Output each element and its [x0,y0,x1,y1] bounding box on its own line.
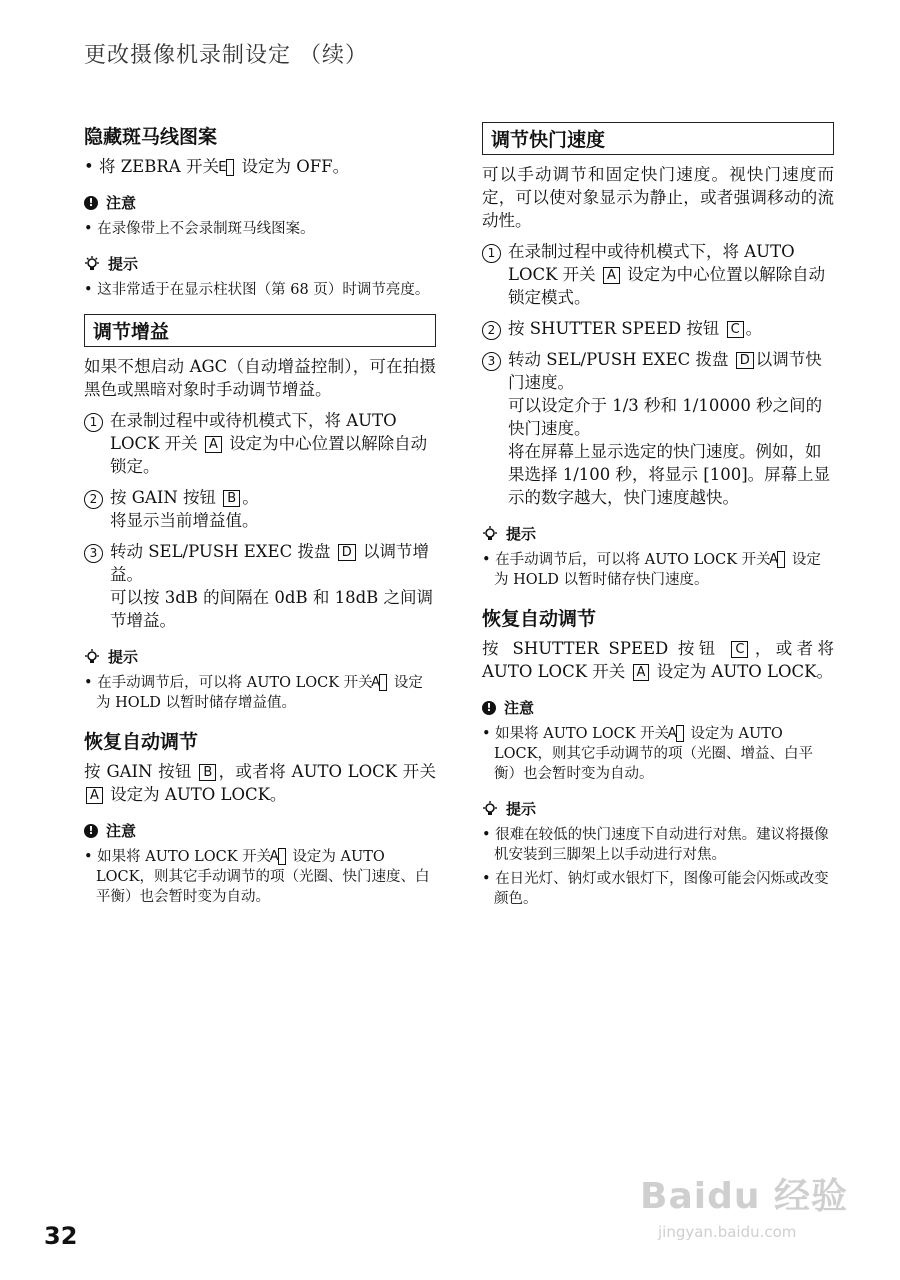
step-detail: 将显示当前增益值。 [110,511,259,530]
note-item [482,724,834,784]
note-label: 注意 [504,699,535,717]
watermark-logo: Baidu 经验 [640,1176,849,1217]
tip-item: • 在日光灯、钠灯或水银灯下，图像可能会闪烁或改变颜色。 [482,871,829,907]
key-label: B [223,490,240,507]
key-label: A [278,848,286,865]
text: 。 [242,488,259,507]
key-label: A [676,725,684,742]
text: 设定为 AUTO LOCK。 [110,785,287,804]
text: 设定为 HOLD 以暂时储存增益值。 [96,675,423,711]
lightbulb-icon [482,526,498,542]
baidu-watermark [640,1168,860,1258]
text: • 在手动调节后，可以将 AUTO LOCK 开关 [84,675,373,691]
text: 以调节快门速度。 [508,350,822,392]
step-detail: 可以按 3dB 的间隔在 0dB 和 18dB 之间调节增益。 [110,588,434,630]
note-label: 注意 [106,194,137,212]
tip-heading [482,523,834,544]
text: 在录制过程中或待机模式下，将 AUTO LOCK 开关 [110,411,397,453]
text: 按 SHUTTER SPEED 按钮 [508,319,720,338]
key-label: A [379,674,387,691]
text: 设定为 OFF。 [241,157,350,176]
warning-icon: ! [84,824,98,838]
page-header-title: 更改摄像机录制设定 （续） [84,43,368,68]
tip-heading [84,253,436,274]
tip-label: 提示 [108,648,139,666]
zebra-bullet [84,155,436,178]
section-title-shutter-speed: 调节快门速度 [482,122,834,155]
text: • 将 ZEBRA 开关 [84,157,219,176]
text: 设定为 AUTO LOCK。 [656,662,833,681]
text: 设定为 AUTO LOCK，则其它手动调节的项（光圈、增益、白平衡）也会暂时变为自动。 [494,726,813,782]
tip-item: • 很难在较低的快门速度下自动进行对焦。建议将摄像机安装到三脚架上以手动进行对焦。 [482,827,829,863]
key-label: A [86,787,103,804]
text: 以调节增益。 [110,542,429,584]
text: ，或者将 AUTO LOCK 开关 [218,762,437,781]
text: 设定为中心位置以解除自动锁定。 [110,434,428,476]
page-number: 32 [44,1222,78,1250]
note-heading [84,820,436,841]
step-number: 1 [482,244,501,263]
section-title-restore-auto: 恢复自动调节 [84,731,199,753]
lightbulb-icon [84,256,100,272]
text: 在录制过程中或待机模式下，将 AUTO LOCK 开关 [508,242,795,284]
text: • 如果将 AUTO LOCK 开关 [84,849,272,865]
section-title-adjust-gain: 调节增益 [84,314,436,347]
text: 设定为 AUTO LOCK，则其它手动调节的项（光圈、快门速度、白平衡）也会暂时变为自动。 [96,849,430,905]
step-detail: 可以设定介于 1/3 秒和 1/10000 秒之间的快门速度。 [508,396,823,438]
key-label: A [777,551,785,568]
note-item: • 在录像带上不会录制斑马线图案。 [84,221,315,237]
text: • 如果将 AUTO LOCK 开关 [482,726,670,742]
step-number: 2 [84,490,103,509]
section-title-hide-zebra: 隐藏斑马线图案 [84,126,218,148]
note-item [84,847,436,907]
shutter-step-3 [482,348,834,509]
gain-step-3 [84,540,436,632]
tip-item [482,550,834,590]
tip-item: • 这非常适于在显示柱状图（第 68 页）时调节亮度。 [84,282,430,298]
shutter-step-2 [482,317,834,340]
tip-heading [482,798,834,819]
lightbulb-icon [84,649,100,665]
text: • 在手动调节后，可以将 AUTO LOCK 开关 [482,552,771,568]
warning-icon: ! [482,701,496,715]
step-number: 3 [482,352,501,371]
text: 按 GAIN 按钮 [110,488,217,507]
key-label: C [727,321,744,338]
tip-item [84,673,436,713]
note-heading [482,697,834,718]
key-label: D [736,352,754,369]
gain-intro: 如果不想启动 AGC（自动增益控制），可在拍摄黑色或黑暗对象时手动调节增益。 [84,357,436,399]
text: 转动 SEL/PUSH EXEC 拨盘 [508,350,729,369]
text: 设定为中心位置以解除自动锁定模式。 [508,265,826,307]
key-label: E [226,159,234,176]
left-column [84,122,436,911]
right-column [482,122,834,913]
key-label: A [633,664,650,681]
tip-heading [84,646,436,667]
watermark-url: jingyan.baidu.com [658,1223,797,1241]
restore-auto-text [84,760,436,806]
tip-label: 提示 [506,525,537,543]
step-number: 3 [84,544,103,563]
warning-icon: ! [84,196,98,210]
note-label: 注意 [106,822,137,840]
shutter-step-1 [482,240,834,309]
section-title-restore-auto: 恢复自动调节 [482,608,597,630]
shutter-intro: 可以手动调节和固定快门速度。视快门速度而定，可以使对象显示为静止，或者强调移动的流动性。 [482,165,834,230]
step-number: 2 [482,321,501,340]
text: 转动 SEL/PUSH EXEC 拨盘 [110,542,331,561]
key-label: C [731,641,748,658]
step-number: 1 [84,413,103,432]
text: 设定为 HOLD 以暂时储存快门速度。 [494,552,821,588]
gain-step-1 [84,409,436,478]
text: ，或者将 AUTO LOCK 开关 [482,639,834,681]
key-label: D [338,544,356,561]
key-label: A [205,436,222,453]
text: 。 [745,319,763,338]
key-label: A [603,267,620,284]
note-heading [84,192,436,213]
gain-step-2 [84,486,436,532]
text: 按 GAIN 按钮 [84,762,192,781]
text: 按 SHUTTER SPEED 按钮 [482,639,720,658]
tip-label: 提示 [506,800,537,818]
lightbulb-icon [482,801,498,817]
restore-auto-text [482,637,834,683]
key-label: B [199,764,216,781]
step-detail: 将在屏幕上显示选定的快门速度。例如，如果选择 1/100 秒，将显示 [100]。屏幕上显示的数字越大，快门速度越快。 [508,442,831,507]
tip-label: 提示 [108,255,139,273]
